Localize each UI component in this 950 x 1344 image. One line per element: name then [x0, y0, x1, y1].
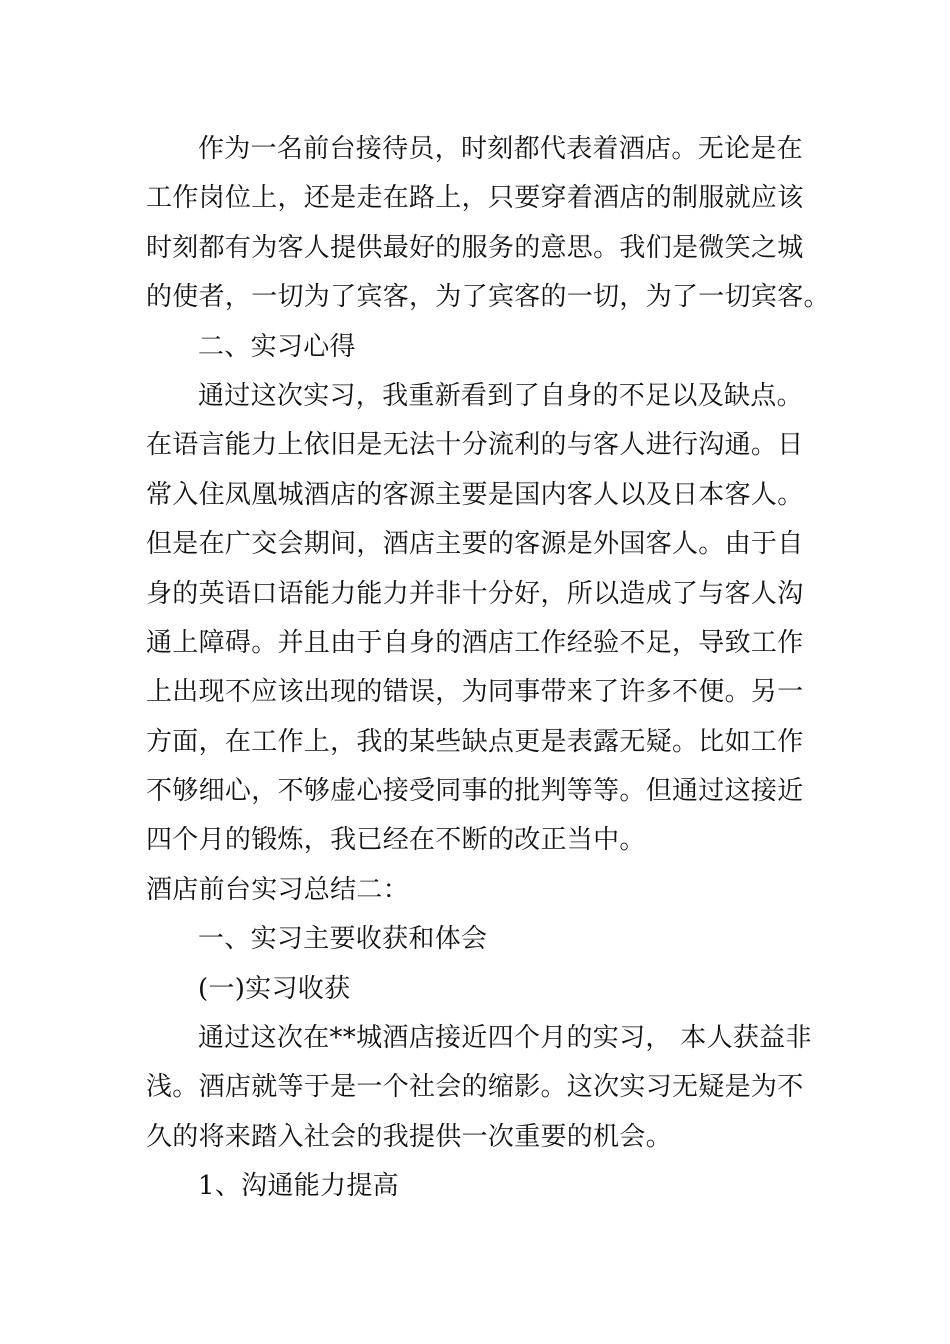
text-line: 通过这次在**城酒店接近四个月的实习， 本人获益非 — [198, 1023, 812, 1054]
subsection-heading: (一)实习收获 — [198, 973, 351, 1004]
document-body — [146, 125, 830, 1212]
text-line: 浅。酒店就等于是一个社会的缩影。这次实习无疑是为不 — [146, 1072, 804, 1103]
text-line: 常入住凤凰城酒店的客源主要是国内客人以及日本客人。 — [146, 479, 804, 510]
text-line: 不够细心，不够虚心接受同事的批判等等。但通过这接近 — [146, 776, 804, 807]
text-line: 上出现不应该出现的错误，为同事带来了许多不便。另一 — [146, 677, 804, 708]
text-line: 通过这次实习，我重新看到了自身的不足以及缺点。 — [198, 380, 803, 411]
text-line: 通上障碍。并且由于自身的酒店工作经验不足，导致工作 — [146, 627, 804, 658]
text-line: 时刻都有为客人提供最好的服务的意思。我们是微笑之城 — [146, 232, 804, 263]
text-line: 的使者，一切为了宾客，为了宾客的一切，为了一切宾客。 — [146, 282, 830, 313]
text-line: 身的英语口语能力能力并非十分好，所以造成了与客人沟 — [146, 578, 804, 609]
text-line: 工作岗位上，还是走在路上，只要穿着酒店的制服就应该 — [146, 183, 804, 214]
section-heading: 二、实习心得 — [198, 331, 356, 362]
text-line: 但是在广交会期间，酒店主要的客源是外国客人。由于自 — [146, 529, 804, 560]
text-line: 久的将来踏入社会的我提供一次重要的机会。 — [146, 1121, 673, 1152]
document-title: 酒店前台实习总结二： — [146, 874, 410, 905]
text-line: 作为一名前台接待员，时刻都代表着酒店。无论是在 — [198, 134, 803, 164]
text-line: 在语言能力上依旧是无法十分流利的与客人进行沟通。日 — [146, 430, 804, 461]
text-line: 四个月的锻炼，我已经在不断的改正当中。 — [146, 825, 646, 856]
section-heading: 一、实习主要收获和体会 — [198, 924, 488, 955]
subsection-heading: 1、沟通能力提高 — [198, 1171, 399, 1202]
text-line: 方面，在工作上，我的某些缺点更是表露无疑。比如工作 — [146, 726, 804, 757]
